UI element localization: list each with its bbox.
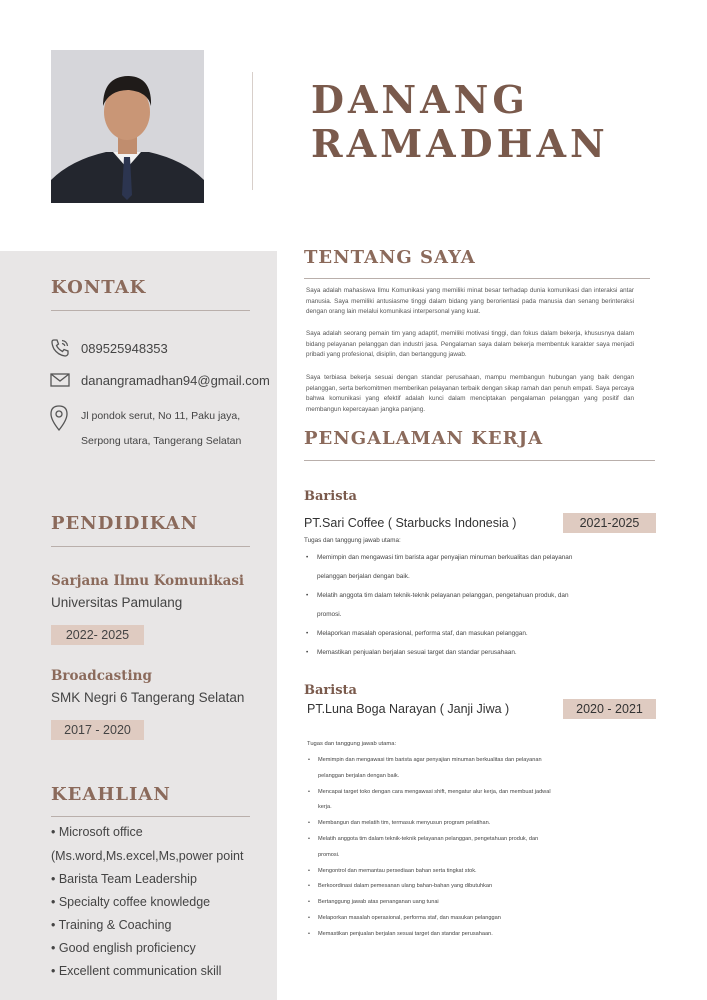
job-company-1: PT.Sari Coffee ( Starbucks Indonesia ) (304, 516, 517, 530)
skill-item: (Ms.word,Ms.excel,Ms,power point (51, 849, 244, 863)
name-line-1: DANANG (311, 77, 529, 122)
job-duties-label-1: Tugas dan tanggung jawab utama: (304, 537, 401, 544)
phone-number[interactable]: 089525948353 (81, 340, 168, 356)
education-degree-1: Sarjana Ilmu Komunikasi (51, 573, 245, 589)
about-title: TENTANG SAYA (304, 247, 476, 268)
list-item: • Melaporkan masalah operasional, performa staf, dan masukan pelanggan (318, 911, 551, 927)
education-degree-2: Broadcasting (51, 668, 152, 684)
email-address[interactable]: danangramadhan94@gmail.com (81, 372, 270, 388)
experience-rule (304, 460, 655, 461)
education-title: PENDIDIKAN (51, 513, 199, 534)
person-portrait-icon (51, 50, 204, 203)
job-duties-list-2 (318, 753, 551, 943)
about-paragraph-2: Saya adalah seorang pemain tim yang adaptif, memiliki motivasi tinggi, dan fokus dalam bekerja, khususnya dalam bidang pelayanan pelanggan dan industri jasa. Pengalaman saya dalam bekerja membentuk karakter saya menjadi pribadi yang profesional, disiplin, dan bertanggung jawab. (306, 330, 634, 358)
skill-item: • Microsoft office (51, 825, 143, 839)
list-item: • Memastikan penjualan berjalan sesuai target dan standar perusahaan. (317, 643, 572, 662)
skills-title: KEAHLIAN (51, 784, 171, 805)
name-line-2: RAMADHAN (311, 121, 609, 166)
address-line-2: Serpong utara, Tangerang Selatan (81, 435, 242, 447)
location-pin-icon (48, 404, 70, 432)
about-rule (304, 278, 650, 279)
header-divider (252, 72, 253, 190)
about-paragraph-3: Saya terbiasa bekerja sesuai dengan standar perusahaan, mampu membangun hubungan yang baik dengan pelanggan, serta berkomitmen memberikan pelayanan terbaik dengan sikap ramah dan penuh empati. Saya percaya bahwa komunikasi yang efektif adalah kunci dalam menciptakan pengalaman pelanggan yang positif dan membangun kepercayaan jangka panjang. (306, 374, 634, 413)
skill-item: • Good english proficiency (51, 941, 196, 955)
mail-icon (50, 372, 70, 388)
list-item: kerja. (318, 804, 332, 811)
address-line-1: Jl pondok serut, No 11, Paku jaya, (81, 410, 241, 422)
education-school-2: SMK Negri 6 Tangerang Selatan (51, 690, 245, 705)
phone-row (50, 338, 168, 358)
about-paragraph-1: Saya adalah mahasiswa Ilmu Komunikasi yang memiliki minat besar terhadap dunia komunikasi dan interaksi antar manusia. Saya memiliki antusiasme tinggi dalam bidang yang berorientasi pada manusia dan senang berinteraksi dengan orang lain melalui komunikasi interpersonal yang kuat. (306, 287, 634, 315)
list-item: promosi. (318, 851, 340, 858)
skills-rule (51, 816, 250, 817)
experience-title: PENGALAMAN KERJA (304, 428, 544, 449)
list-item: • Mencapai target toko dengan cara mengawasi shift, mengatur alur kerja, dan membuat jadwal (318, 785, 551, 801)
phone-icon (50, 338, 70, 358)
list-item: pelanggan berjalan dengan baik. (317, 573, 410, 580)
list-item: promosi. (317, 611, 342, 618)
contact-rule (51, 310, 250, 311)
skill-item: • Barista Team Leadership (51, 872, 197, 886)
list-item: • Memimpin dan mengawasi tim barista agar penyajian minuman berkualitas dan pelayanan (318, 753, 551, 769)
education-years-1: 2022- 2025 (51, 625, 144, 645)
job-role-1: Barista (304, 489, 357, 504)
list-item: • Bertanggung jawab atas penanganan uang tunai (318, 895, 551, 911)
skill-item: • Specialty coffee knowledge (51, 895, 211, 909)
list-item: • Mengontrol dan memantau persediaan bahan serta tingkat stok. (318, 864, 551, 880)
education-years-2: 2017 - 2020 (51, 720, 144, 740)
list-item: • Membangun dan melatih tim, termasuk menyusun program pelatihan. (318, 816, 551, 832)
job-role-2: Barista (304, 683, 357, 698)
job-period-1: 2021-2025 (563, 513, 656, 533)
profile-photo (51, 50, 204, 203)
list-item: • Melatih anggota tim dalam teknik-teknik pelayanan pelanggan, pengetahuan produk, dan (317, 586, 572, 605)
education-rule (51, 546, 250, 547)
email-row (50, 372, 270, 388)
list-item: • Berkoordinasi dalam pemesanan ulang bahan-bahan yang dibutuhkan (318, 879, 551, 895)
education-school-1: Universitas Pamulang (51, 595, 183, 610)
list-item: • Melaporkan masalah operasional, performa staf, dan masukan pelanggan. (317, 624, 572, 643)
skill-item: • Training & Coaching (51, 918, 172, 932)
skill-item: • Excellent communication skill (51, 964, 222, 978)
job-period-2: 2020 - 2021 (563, 699, 656, 719)
full-name (311, 78, 609, 166)
job-company-2: PT.Luna Boga Narayan ( Janji Jiwa ) (307, 702, 510, 716)
contact-title: KONTAK (51, 277, 147, 298)
list-item: • Memastikan penjualan berjalan sesuai target dan standar perusahaan. (318, 927, 551, 943)
job-duties-label-2: Tugas dan tanggung jawab utama: (307, 741, 397, 747)
list-item: • Memimpin dan mengawasi tim barista agar penyajian minuman berkualitas dan pelayanan (317, 548, 572, 567)
list-item: • Melatih anggota tim dalam teknik-teknik pelayanan pelanggan, pengetahuan produk, dan (318, 832, 551, 848)
list-item: pelanggan berjalan dengan baik. (318, 772, 400, 779)
job-duties-list-1 (317, 548, 572, 662)
